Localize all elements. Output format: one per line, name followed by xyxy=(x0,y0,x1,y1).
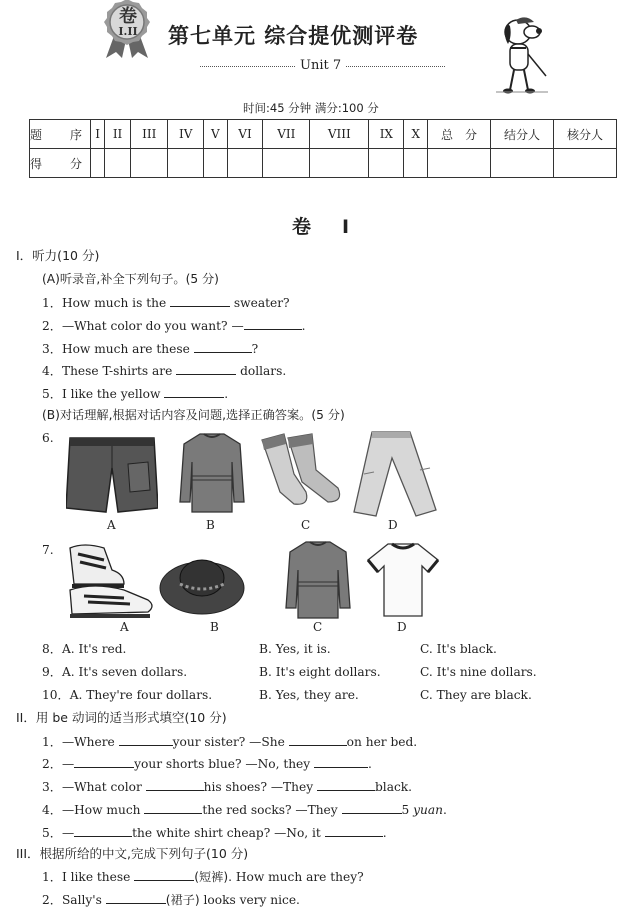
score-table-score-row xyxy=(30,149,617,178)
table-cell: I xyxy=(91,120,105,149)
choice-a[interactable]: A. It's seven dollars. xyxy=(61,665,188,679)
item-text: the white shirt cheap? —No, it xyxy=(132,826,321,840)
score-input-cell[interactable] xyxy=(310,149,369,178)
item-text: I like the yellow xyxy=(61,387,161,401)
item-text: How much are these xyxy=(61,342,190,356)
choice-a[interactable]: A. They're four dollars. xyxy=(69,688,213,702)
item-text: . xyxy=(224,387,229,401)
sweater-picture[interactable] xyxy=(178,432,246,516)
item-text: —How much xyxy=(61,803,141,817)
section-title-2: II．用 be 动词的适当形式填空(10 分) xyxy=(16,710,227,725)
table-cell: 总 分 xyxy=(428,120,491,149)
translation-item-2 xyxy=(42,891,300,908)
item-text: I like these xyxy=(61,870,131,884)
score-input-cell[interactable] xyxy=(105,149,131,178)
item-text: dollars. xyxy=(240,364,287,378)
item-text: How much is the xyxy=(61,296,167,310)
item-text: 5 xyxy=(401,803,414,817)
score-table-header-row xyxy=(30,120,617,149)
table-cell: III xyxy=(130,120,168,149)
item-number: 2． xyxy=(42,757,62,771)
item-number: 3． xyxy=(42,342,62,356)
item-text: his shoes? —They xyxy=(203,780,314,794)
item-text: Sally's xyxy=(61,893,102,907)
score-input-cell[interactable] xyxy=(404,149,428,178)
be-verb-item-1 xyxy=(42,733,417,750)
item-text: looks very nice. xyxy=(203,893,300,907)
score-table xyxy=(29,119,617,178)
hint-text: (短裤) xyxy=(194,870,229,884)
be-verb-item-2 xyxy=(42,755,372,772)
choice-b[interactable]: B. It's eight dollars. xyxy=(259,665,381,679)
choice-c[interactable]: C. They are black. xyxy=(420,688,532,702)
item-number: 5． xyxy=(42,826,62,840)
item-text: — xyxy=(61,757,75,771)
answer-blank[interactable] xyxy=(74,755,134,768)
answer-blank[interactable] xyxy=(146,778,204,791)
option-label: A xyxy=(107,518,116,532)
item-text: —What color xyxy=(61,780,142,794)
score-input-cell[interactable] xyxy=(168,149,203,178)
table-cell: X xyxy=(404,120,428,149)
listening-item-5 xyxy=(42,385,228,402)
listening-item-4 xyxy=(42,362,286,379)
section-title-1: I．听力(10 分) xyxy=(16,248,100,263)
item-text: black. xyxy=(375,780,413,794)
option-label: D xyxy=(388,518,398,532)
option-label: C xyxy=(313,620,323,634)
score-input-cell[interactable] xyxy=(91,149,105,178)
snoopy-golfer-icon xyxy=(488,14,550,96)
hat-picture[interactable] xyxy=(158,548,246,618)
section-1b-title: (B)对话理解,根据对话内容及问题,选择正确答案。(5 分) xyxy=(42,408,345,422)
answer-blank[interactable] xyxy=(164,385,224,398)
item-text: the red socks? —They xyxy=(202,803,338,817)
table-cell: 结分人 xyxy=(491,120,554,149)
be-verb-item-3 xyxy=(42,778,412,795)
sneakers-picture[interactable] xyxy=(64,540,156,622)
answer-blank[interactable] xyxy=(144,801,202,814)
item-number: 8． xyxy=(42,642,62,656)
score-input-cell[interactable] xyxy=(203,149,227,178)
item-text: . xyxy=(382,826,387,840)
section-title-3: III．根据所给的中文,完成下列句子(10 分) xyxy=(16,846,249,861)
table-cell: 题 序 xyxy=(30,120,91,149)
badge-label-bottom: I.II xyxy=(118,25,138,38)
item-text: . xyxy=(443,803,447,817)
item-text: —What color do you want? — xyxy=(61,319,244,333)
score-input-cell[interactable] xyxy=(428,149,491,178)
table-cell: 得 分 xyxy=(30,149,91,178)
table-cell: IV xyxy=(168,120,203,149)
option-label: A xyxy=(120,620,129,634)
answer-blank[interactable] xyxy=(119,733,173,746)
item-text: your sister? —She xyxy=(172,735,285,749)
item-number: 9． xyxy=(42,665,62,679)
listening-item-2 xyxy=(42,317,306,334)
question-number-7: 7. xyxy=(42,543,54,557)
table-cell: VIII xyxy=(310,120,369,149)
answer-blank[interactable] xyxy=(314,755,368,768)
answer-blank[interactable] xyxy=(194,340,252,353)
unit-label: Unit 7 xyxy=(296,58,345,73)
page-title: 第七单元 综合提优测评卷 xyxy=(168,24,419,48)
choice-c[interactable]: C. It's black. xyxy=(420,642,497,656)
item-text: — xyxy=(61,826,75,840)
answer-blank[interactable] xyxy=(176,362,236,375)
choice-b[interactable]: B. Yes, they are. xyxy=(259,688,359,702)
item-text: yuan xyxy=(413,803,444,817)
table-cell: VI xyxy=(227,120,262,149)
be-verb-item-4 xyxy=(42,801,447,818)
answer-blank[interactable] xyxy=(74,824,132,837)
answer-blank[interactable] xyxy=(134,868,194,881)
t-shirt-picture[interactable] xyxy=(366,540,440,618)
item-number: 10． xyxy=(42,688,70,702)
item-text: sweater? xyxy=(233,296,290,310)
answer-blank[interactable] xyxy=(325,824,383,837)
item-number: 1． xyxy=(42,296,62,310)
item-text: . xyxy=(301,319,306,333)
table-cell: II xyxy=(105,120,131,149)
answer-blank[interactable] xyxy=(106,891,166,904)
answer-blank[interactable] xyxy=(289,733,347,746)
choice-b[interactable]: B. Yes, it is. xyxy=(259,642,331,656)
score-input-cell[interactable] xyxy=(263,149,310,178)
part-title: 卷 I xyxy=(292,216,356,238)
trousers-picture[interactable] xyxy=(350,430,438,518)
item-text: ? xyxy=(251,342,259,356)
time-and-score: 时间:45 分钟 满分:100 分 xyxy=(243,101,379,115)
answer-blank[interactable] xyxy=(244,317,302,330)
item-text: These T-shirts are xyxy=(61,364,173,378)
score-input-cell[interactable] xyxy=(227,149,262,178)
item-text: on her bed. xyxy=(346,735,418,749)
choice-a[interactable]: A. It's red. xyxy=(61,642,127,656)
item-text: . xyxy=(368,757,372,771)
table-cell: 核分人 xyxy=(554,120,617,149)
socks-picture[interactable] xyxy=(254,430,346,514)
table-cell: IX xyxy=(369,120,404,149)
table-cell: VII xyxy=(263,120,310,149)
answer-blank[interactable] xyxy=(342,801,402,814)
item-number: 1． xyxy=(42,870,62,884)
question-number-6: 6. xyxy=(42,431,54,445)
score-input-cell[interactable] xyxy=(491,149,554,178)
translation-item-1 xyxy=(42,868,364,885)
sweater-picture-2[interactable] xyxy=(284,540,352,620)
choice-question-9 xyxy=(42,664,187,680)
score-input-cell[interactable] xyxy=(130,149,168,178)
option-label: B xyxy=(210,620,219,634)
listening-item-1 xyxy=(42,294,290,311)
answer-blank[interactable] xyxy=(317,778,375,791)
hint-text: (裙子) xyxy=(165,893,200,907)
choice-c[interactable]: C. It's nine dollars. xyxy=(420,665,537,679)
table-cell: V xyxy=(203,120,227,149)
item-number: 1． xyxy=(42,735,62,749)
answer-blank[interactable] xyxy=(170,294,230,307)
item-text: your shorts blue? —No, they xyxy=(134,757,311,771)
listening-item-3 xyxy=(42,340,258,357)
item-text: —Where xyxy=(61,735,115,749)
item-number: 2． xyxy=(42,319,62,333)
be-verb-item-5 xyxy=(42,824,387,841)
item-number: 4． xyxy=(42,803,62,817)
item-number: 4． xyxy=(42,364,62,378)
badge-label-top: 卷 xyxy=(119,6,137,27)
score-input-cell[interactable] xyxy=(554,149,617,178)
option-label: C xyxy=(301,518,311,532)
section-1a-title: (A)听录音,补全下列句子。(5 分) xyxy=(42,272,219,286)
item-number: 2． xyxy=(42,893,62,907)
item-text: . How much are they? xyxy=(228,870,364,884)
option-label: B xyxy=(206,518,215,532)
option-label: D xyxy=(397,620,407,634)
choice-question-8 xyxy=(42,641,126,657)
shorts-picture[interactable] xyxy=(66,434,158,514)
item-number: 3． xyxy=(42,780,62,794)
choice-question-10 xyxy=(42,687,212,703)
item-number: 5． xyxy=(42,387,62,401)
score-input-cell[interactable] xyxy=(369,149,404,178)
